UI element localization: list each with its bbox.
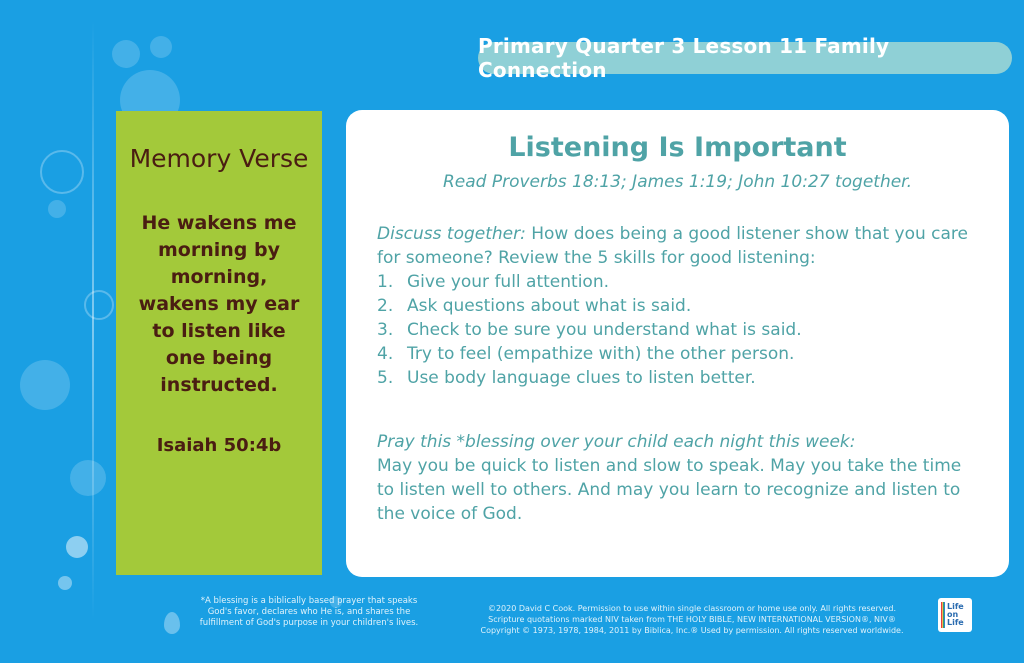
bubble-decoration xyxy=(66,536,88,558)
list-item-text: Use body language clues to listen better. xyxy=(407,368,756,388)
list-item-number: 3. xyxy=(377,320,394,340)
copyright-line: ©2020 David C Cook. Permission to use within single classroom or home use only. All rights reserved. xyxy=(487,604,897,613)
life-on-life-logo xyxy=(938,598,972,632)
list-item-text: Check to be sure you understand what is said. xyxy=(407,320,802,340)
lesson-banner: Primary Quarter 3 Lesson 11 Family Connection xyxy=(478,42,1012,74)
list-item-number: 2. xyxy=(377,296,394,316)
bubble-decoration xyxy=(112,40,140,68)
discussion-prompt xyxy=(377,222,981,270)
lesson-card xyxy=(346,110,1009,577)
blessing-section xyxy=(377,430,981,526)
scripture-reading-line: Read Proverbs 18:13; James 1:19; John 10:27 together. xyxy=(442,172,913,192)
listening-skills-list xyxy=(377,270,981,390)
discussion-text: How does being a good listener show that you care for someone? Review the 5 skills for good listening: xyxy=(377,224,969,268)
memory-verse-card xyxy=(116,111,322,575)
memory-verse-reference: Isaiah 50:4b xyxy=(156,435,282,456)
list-item xyxy=(377,318,981,342)
list-item-number: 5. xyxy=(377,368,394,388)
bubble-decoration xyxy=(58,576,72,590)
logo-color-bars xyxy=(941,602,945,628)
list-item xyxy=(377,270,981,294)
discussion-lead: Discuss together: xyxy=(377,224,526,244)
memory-verse-text: He wakens me morning by morning, wakens my ear to listen like one being instructed. xyxy=(138,212,300,396)
water-drop-decoration xyxy=(164,612,180,634)
bubble-decoration xyxy=(70,460,106,496)
list-item xyxy=(377,294,981,318)
list-item xyxy=(377,366,981,390)
list-item-number: 1. xyxy=(377,272,394,292)
bubble-decoration xyxy=(40,150,84,194)
lesson-title: Listening Is Important xyxy=(508,132,847,163)
bubble-decoration xyxy=(48,200,66,218)
copyright-line: Scripture quotations marked NIV taken from THE HOLY BIBLE, NEW INTERNATIONAL VERSION®, NIV® xyxy=(488,615,896,624)
list-item-text: Ask questions about what is said. xyxy=(407,296,692,316)
blessing-lead: Pray this *blessing over your child each night this week: xyxy=(377,432,856,452)
logo-text: Life on Life xyxy=(946,602,964,627)
blessing-footnote: *A blessing is a biblically based prayer that speaks God's favor, declares who He is, and shares the fulfillment of God's purpose in your children's lives. xyxy=(199,596,419,628)
bubble-decoration xyxy=(84,290,114,320)
list-item-number: 4. xyxy=(377,344,394,364)
copyright-line: Copyright © 1973, 1978, 1984, 2011 by Biblica, Inc.® Used by permission. All rights reserved worldwide. xyxy=(480,626,904,635)
bubble-decoration xyxy=(20,360,70,410)
list-item-text: Try to feel (empathize with) the other person. xyxy=(407,344,795,364)
blessing-text: May you be quick to listen and slow to speak. May you take the time to listen well to others. And may you learn to recognize and listen to the voice of God. xyxy=(377,456,962,524)
discussion-section xyxy=(377,222,981,390)
decorative-line xyxy=(92,20,94,620)
list-item xyxy=(377,342,981,366)
memory-verse-heading: Memory Verse xyxy=(129,144,309,173)
bubble-decoration xyxy=(150,36,172,58)
list-item-text: Give your full attention. xyxy=(407,272,610,292)
copyright-notice xyxy=(452,603,932,636)
